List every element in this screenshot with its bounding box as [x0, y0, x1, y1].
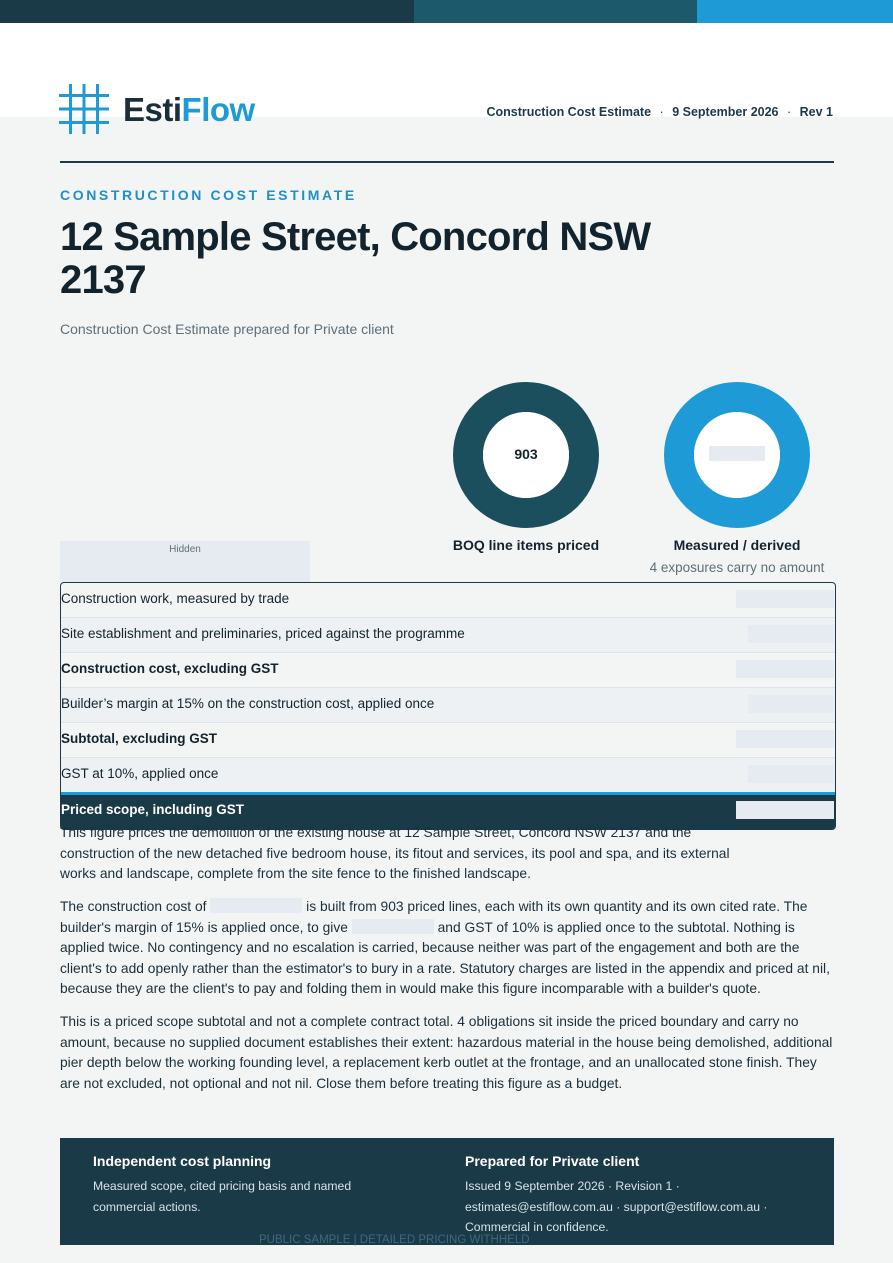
top-color-bar [0, 0, 893, 23]
header-revision: Rev 1 [799, 105, 833, 119]
table-row [61, 723, 835, 758]
table-row [61, 583, 835, 618]
header-separator: · [786, 105, 792, 119]
row-label: Subtotal, excluding GST [61, 731, 218, 746]
brand-name [123, 90, 255, 128]
page-title: 12 Sample Street, Concord NSW 2137 [60, 215, 651, 302]
top-bar-segment-teal [414, 0, 697, 23]
watermark: PUBLIC SAMPLE | DETAILED PRICING WITHHELD [259, 1234, 530, 1246]
header-date: 9 September 2026 [672, 105, 779, 119]
hidden-tab: Hidden [60, 541, 310, 583]
kpi-value-redacted [709, 446, 765, 461]
brand-name-part1: Esti [123, 90, 182, 128]
top-bar-segment-blue [697, 0, 893, 23]
table-row [61, 688, 835, 723]
amount-redacted [736, 590, 834, 608]
brand-name-part2: Flow [181, 90, 255, 128]
footer-right-heading: Prepared for Private client [465, 1153, 640, 1169]
body-paragraph-scope: This figure prices the demolition of the existing house at 12 Sample Street, Concord NSW 2137 and the construction of the new detached five bedroom house, its fitout and services, its pool and spa, and its external works and landscape, complete from the site fence to the finished landscape. [60, 825, 730, 881]
total-amount-redacted [736, 801, 834, 819]
amount-redacted [748, 695, 834, 713]
row-label: GST at 10%, applied once [61, 766, 219, 781]
kpi-label: BOQ line items priced [452, 537, 600, 553]
kpi-line-items [426, 382, 626, 553]
row-label: Construction cost, excluding GST [61, 661, 279, 676]
redacted-amount [352, 919, 434, 934]
table-row [61, 653, 835, 688]
row-label: Site establishment and preliminaries, priced against the programme [61, 626, 465, 641]
body-paragraph-basis [60, 897, 834, 1000]
paragraph-text: and GST of 10% is applied once to the subtotal. Nothing is applied twice. No contingency and no escalation is carried, because neither was part of the engagement and both are the client's to add openly rather than the estimator's to bury in a rate. Statutory charges are listed in the appendix and priced at nil, because they are the client's to pay and folding them in would make this figure incomparable with a builder's quote. [60, 919, 830, 996]
paragraph-text: The construction cost of [60, 899, 207, 914]
total-label: Priced scope, including GST [61, 802, 245, 817]
kpi-ring-measured [664, 382, 810, 528]
top-bar-segment-navy [0, 0, 414, 23]
redacted-amount [210, 898, 302, 913]
footer-panel [60, 1138, 834, 1245]
kpi-label: Measured / derived [673, 537, 801, 553]
table-row [61, 758, 835, 792]
body-paragraph-exposures: This is a priced scope subtotal and not a complete contract total. 4 obligations sit inside the priced boundary and carry no amount, because no supplied document establishes their extent: hazardous material in the house being demolished, additional pier depth below the working founding level, a replacement kerb outlet at the frontage, and an unallocated stone finish. They are not excluded, not optional and not nil. Close them before treating this figure as a budget. [60, 1014, 833, 1091]
brand-logo [59, 84, 255, 134]
amount-redacted [748, 765, 834, 783]
header-meta [486, 105, 833, 119]
footer-right [465, 1153, 805, 1238]
header-separator: · [659, 105, 664, 119]
row-label: Construction work, measured by trade [61, 591, 290, 606]
section-eyebrow: CONSTRUCTION COST ESTIMATE [60, 187, 357, 203]
footer-left-heading: Independent cost planning [93, 1153, 272, 1169]
kpi-value: 903 [514, 446, 538, 462]
cost-summary-table [60, 582, 836, 830]
amount-redacted [736, 660, 834, 678]
paragraph-text: is built from 903 priced lines, each with its own quantity and its own cited rate. The builder's margin of 15% is applied once, to give [60, 899, 808, 935]
kpi-ring-line-items [453, 382, 599, 528]
amount-redacted [736, 730, 834, 748]
row-label: Builder’s margin at 15% on the construction cost, applied once [61, 696, 435, 711]
footer-left [93, 1153, 393, 1217]
header-doc-type: Construction Cost Estimate [486, 105, 652, 119]
footer-right-text: Issued 9 September 2026 · Revision 1 · estimates@estiflow.com.au · support@estiflow.com.au · Commercial in confidence. [465, 1179, 768, 1234]
kpi-note: 4 exposures carry no amount [649, 560, 825, 575]
kpi-measured-derived [637, 382, 837, 575]
footer-left-text: Measured scope, cited pricing basis and named commercial actions. [93, 1179, 352, 1214]
table-row [61, 618, 835, 653]
amount-redacted [748, 625, 834, 643]
grid-hash-icon [59, 84, 109, 134]
header-divider [60, 161, 834, 163]
page-subtitle: Construction Cost Estimate prepared for Private client [60, 321, 394, 337]
